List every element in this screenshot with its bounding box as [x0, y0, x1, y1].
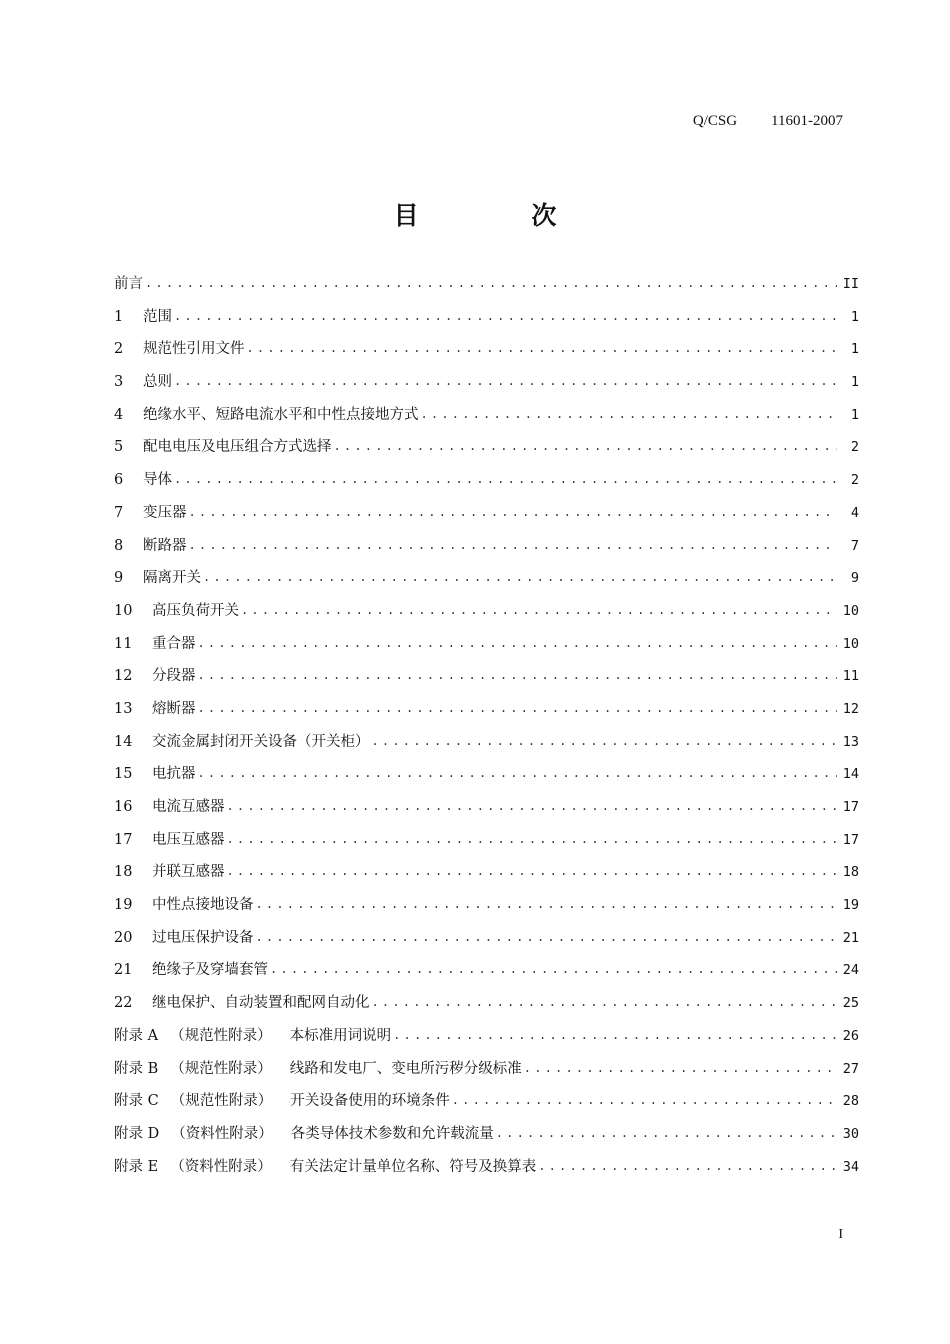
- dot-leader: [189, 529, 838, 562]
- toc-entry-title: 中性点接地设备: [152, 897, 254, 914]
- toc-appendix-entry[interactable]: [114, 1020, 859, 1053]
- document-code-number: 11601-2007: [771, 113, 843, 129]
- dot-leader: [203, 561, 837, 594]
- toc-appendix-entry[interactable]: [114, 1053, 859, 1086]
- dot-leader: [256, 921, 837, 954]
- toc-entry-number: 3: [114, 374, 124, 391]
- page-title: 目 次: [393, 201, 609, 230]
- toc-entry-title: 分段器: [152, 668, 196, 685]
- toc-entry-number: 7: [114, 504, 124, 521]
- toc-entry[interactable]: [114, 464, 859, 497]
- appendix-kind: （资料性附录）: [170, 1158, 272, 1175]
- toc-entry-title: 范围: [143, 308, 172, 325]
- toc-entry-page: 10: [842, 635, 859, 652]
- appendix-label: 附录 D: [114, 1125, 160, 1142]
- toc-entry-page: 2: [850, 472, 859, 489]
- document-code: [693, 113, 843, 130]
- toc-entry-number: 15: [114, 766, 133, 783]
- toc-entry[interactable]: [114, 824, 859, 857]
- appendix-page: 34: [842, 1158, 859, 1175]
- appendix-label: 附录 B: [114, 1060, 159, 1077]
- toc-entry-page: 7: [850, 537, 859, 554]
- toc-entry[interactable]: [114, 726, 859, 759]
- toc-entry-page: 12: [842, 700, 859, 717]
- toc-entry[interactable]: [114, 693, 859, 726]
- appendix-title: 各类导体技术参数和允许载流量: [290, 1125, 494, 1142]
- dot-leader: [174, 300, 837, 333]
- toc-entry-number: 11: [114, 635, 133, 652]
- appendix-kind: （规范性附录）: [170, 1093, 273, 1110]
- toc-entry[interactable]: [114, 562, 859, 595]
- dot-leader: [174, 365, 837, 398]
- toc-entry[interactable]: [114, 628, 859, 661]
- toc-entry[interactable]: [114, 301, 859, 334]
- toc-entry-page: 24: [842, 962, 859, 979]
- toc-entry-number: 22: [114, 995, 133, 1012]
- toc-entry-page: 1: [850, 374, 859, 391]
- toc-appendix-entry[interactable]: [114, 1085, 859, 1118]
- toc-entry-number: 1: [114, 308, 124, 325]
- toc-entry-number: 17: [114, 831, 133, 848]
- dot-leader: [198, 692, 837, 725]
- toc-entry-number: 5: [114, 439, 124, 456]
- toc-entry[interactable]: [114, 399, 859, 432]
- toc-appendix-entry[interactable]: [114, 1151, 859, 1184]
- toc-entry-title: 配电电压及电压组合方式选择: [143, 439, 332, 456]
- toc-entry-number: 10: [114, 602, 133, 619]
- toc-entry[interactable]: [114, 758, 859, 791]
- dot-leader: [372, 986, 837, 1019]
- toc-entry-number: 12: [114, 668, 133, 685]
- toc-entry-title: 总则: [143, 374, 172, 391]
- toc-entry[interactable]: [114, 791, 859, 824]
- appendix-page: 27: [842, 1060, 859, 1077]
- document-code-prefix: Q/CSG: [692, 113, 738, 129]
- toc-entry[interactable]: [114, 856, 859, 889]
- toc-entry-title: 断路器: [143, 537, 187, 554]
- appendix-title: 有关法定计量单位名称、符号及换算表: [289, 1158, 537, 1175]
- appendix-page: 26: [842, 1027, 859, 1044]
- dot-leader: [227, 823, 837, 856]
- appendix-kind: （资料性附录）: [171, 1125, 273, 1142]
- toc-entry[interactable]: [114, 497, 859, 530]
- toc-entry-title: 交流金属封闭开关设备（开关柜）: [152, 733, 370, 750]
- toc-entry-page: 1: [850, 308, 859, 325]
- toc-entry-title: 电抗器: [152, 766, 196, 783]
- toc-entry-page: 19: [842, 897, 859, 914]
- toc-entry-number: 18: [114, 864, 133, 881]
- appendix-kind: （规范性附录）: [170, 1060, 272, 1077]
- page-number: I: [838, 1227, 843, 1242]
- toc-entry-page: 10: [842, 602, 859, 619]
- dot-leader: [421, 398, 838, 431]
- toc-entry-number: 2: [114, 341, 124, 358]
- toc-entry-number: 13: [114, 700, 133, 717]
- toc-entry-number: 20: [114, 929, 133, 946]
- toc-entry[interactable]: [114, 660, 859, 693]
- toc-entry-page: 1: [850, 406, 859, 423]
- dot-leader: [247, 332, 838, 365]
- toc-entry-title: 规范性引用文件: [143, 341, 245, 358]
- toc-entry-number: 16: [114, 799, 133, 815]
- dot-leader: [270, 953, 837, 986]
- toc-entry-page: 9: [850, 570, 859, 587]
- toc-entry-page: 25: [842, 995, 859, 1012]
- toc-entry-title: 重合器: [152, 635, 196, 652]
- toc-entry-title: 并联互感器: [152, 864, 225, 881]
- toc-entry-title: 绝缘子及穿墙套管: [152, 962, 268, 979]
- toc-entry-number: 14: [114, 733, 133, 750]
- dot-leader: [334, 430, 838, 463]
- toc-entry[interactable]: [114, 530, 859, 563]
- toc-entry-number: 9: [114, 570, 124, 587]
- toc-entry-title: 电压互感器: [152, 831, 225, 848]
- toc-entry-title: 隔离开关: [143, 570, 201, 587]
- toc-entry-title: 绝缘水平、短路电流水平和中性点接地方式: [143, 406, 419, 423]
- appendix-page: 28: [842, 1093, 859, 1110]
- appendix-title: 开关设备使用的环境条件: [290, 1093, 450, 1110]
- toc-entry-title: 导体: [143, 472, 172, 489]
- toc-entry[interactable]: [114, 987, 859, 1020]
- toc-entry-page: 11: [842, 668, 859, 685]
- toc-entry-title: 熔断器: [152, 700, 196, 717]
- appendix-label: 附录 A: [114, 1027, 159, 1044]
- dot-leader: [452, 1084, 837, 1117]
- dot-leader: [174, 463, 837, 496]
- toc-entry-page: 13: [842, 733, 859, 750]
- toc-entry-page: 17: [842, 831, 859, 848]
- toc-entry[interactable]: [114, 268, 859, 301]
- toc-entry-number: 4: [114, 406, 124, 423]
- dot-leader: [189, 496, 838, 529]
- dot-leader: [198, 659, 837, 692]
- toc-entry[interactable]: [114, 954, 859, 987]
- dot-leader: [241, 594, 837, 627]
- dot-leader: [198, 757, 837, 790]
- toc-entry-page: 1: [850, 341, 859, 358]
- toc-entry-page: 2: [850, 439, 859, 456]
- dot-leader: [145, 267, 837, 300]
- toc-entry-page: II: [842, 276, 859, 292]
- toc-entry-number: 8: [114, 537, 124, 554]
- toc-entry-page: 17: [842, 799, 859, 815]
- toc-entry-title: 变压器: [143, 504, 187, 521]
- dot-leader: [198, 627, 837, 660]
- dot-leader: [496, 1117, 837, 1150]
- appendix-label: 附录 C: [114, 1093, 159, 1110]
- dot-leader: [256, 888, 837, 921]
- toc-entry-page: 21: [842, 929, 859, 946]
- toc-entry-number: 19: [114, 897, 133, 914]
- toc-entry[interactable]: [114, 922, 859, 955]
- toc-entry-title: 电流互感器: [152, 799, 225, 815]
- appendix-label: 附录 E: [114, 1158, 159, 1175]
- toc-entry[interactable]: [114, 889, 859, 922]
- toc-entry-page: 4: [850, 504, 859, 521]
- toc-entry-number: 21: [114, 962, 133, 979]
- toc-entry-title: 前言: [114, 276, 143, 292]
- toc-entry-page: 18: [842, 864, 859, 881]
- toc-entry-title: 过电压保护设备: [152, 929, 254, 946]
- dot-leader: [227, 790, 837, 823]
- table-of-contents: [114, 268, 859, 1183]
- toc-entry-title: 高压负荷开关: [152, 602, 239, 619]
- toc-entry-title: 继电保护、自动装置和配网自动化: [152, 995, 370, 1012]
- appendix-title: 线路和发电厂、变电所污秽分级标准: [289, 1060, 522, 1077]
- toc-entry-number: 6: [114, 472, 124, 489]
- dot-leader: [372, 725, 837, 758]
- toc-entry[interactable]: [114, 366, 859, 399]
- dot-leader: [227, 855, 837, 888]
- appendix-page: 30: [842, 1125, 859, 1142]
- dot-leader: [524, 1052, 837, 1085]
- toc-entry[interactable]: [114, 595, 859, 628]
- toc-entry[interactable]: [114, 431, 859, 464]
- dot-leader: [538, 1150, 837, 1183]
- toc-appendix-entry[interactable]: [114, 1118, 859, 1151]
- toc-entry[interactable]: [114, 333, 859, 366]
- toc-entry-page: 14: [842, 766, 859, 783]
- dot-leader: [393, 1019, 837, 1052]
- appendix-kind: （规范性附录）: [170, 1027, 272, 1044]
- appendix-title: 本标准用词说明: [289, 1027, 392, 1044]
